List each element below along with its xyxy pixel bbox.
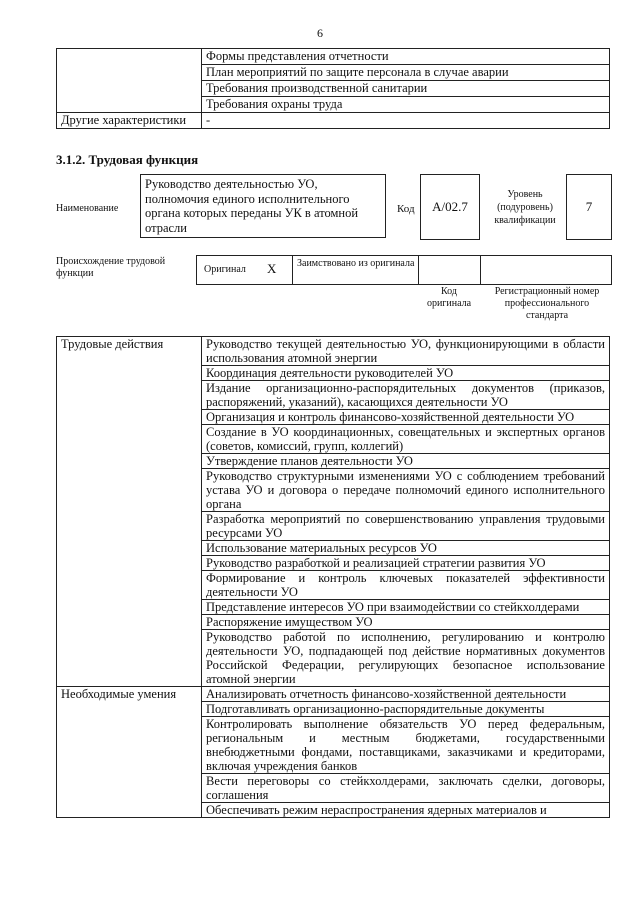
skill-group-label: Необходимые умения: [57, 687, 202, 818]
table-cell-right: Формы представления отчетности: [202, 49, 610, 65]
table-row: [57, 81, 610, 97]
labor-action-text: Организация и контроль финансово-хозяйственной деятельности УО: [206, 410, 575, 424]
skill-text: Анализировать отчетность финансово-хозяйственной деятельности: [206, 687, 567, 701]
level-box: [566, 174, 612, 240]
table-cell-right: Требования охраны труда: [202, 97, 610, 113]
table-row: [57, 337, 610, 366]
labor-action-cell: [202, 337, 610, 366]
labor-action-cell: [202, 410, 610, 425]
labor-action-cell: [202, 571, 610, 600]
level-label: Уровень (подуровень) квалификации: [494, 189, 556, 226]
labor-action-text: Разработка мероприятий по совершенствованию управления трудовыми ресурсами УО: [206, 512, 605, 540]
top-table: [56, 48, 610, 129]
skill-text: Контролировать выполнение обязательств УО перед федеральным, региональным и местным бюджетами, государственными внебюджетными фондами, поставщиками, заказчиками и кредиторами, включая учреждения банков: [206, 717, 605, 773]
labor-action-cell: [202, 615, 610, 630]
reg-number-label: Регистрационный номер профессионального стандарта: [494, 286, 600, 321]
table-row: [57, 97, 610, 113]
labor-action-text: Руководство структурными изменениями УО с соблюдением требований устава УО и договора о передаче полномочий единого исполнительного органа: [206, 469, 605, 511]
table-cell-left: [57, 65, 202, 81]
code-original-label: Код оригинала: [426, 286, 472, 309]
function-name-box: [140, 174, 386, 238]
name-label: Наименование: [56, 203, 119, 214]
skill-cell: [202, 774, 610, 803]
labor-action-text: Распоряжение имуществом УО: [206, 615, 373, 629]
labor-action-cell: [202, 425, 610, 454]
divider: [480, 255, 481, 284]
table-cell-right: План мероприятий по защите персонала в случае аварии: [202, 65, 610, 81]
labor-action-cell: [202, 366, 610, 381]
origin-label: Происхождение трудовой функции: [56, 256, 166, 279]
labor-action-text: Представление интересов УО при взаимодействии со стейкхолдерами: [206, 600, 580, 614]
table-cell-left: [57, 49, 202, 65]
skill-cell: [202, 687, 610, 702]
page-number: 6: [317, 26, 323, 40]
divider: [292, 255, 293, 284]
skill-cell: [202, 702, 610, 717]
labor-action-text: Утверждение планов деятельности УО: [206, 454, 413, 468]
table-row: [57, 65, 610, 81]
code-box: [420, 174, 480, 240]
function-name: Руководство деятельностью УО, полномочия единого исполнительного органа которых переданы УК в атомной отрасли: [145, 177, 359, 235]
labor-action-cell: [202, 512, 610, 541]
labor-action-text: Использование материальных ресурсов УО: [206, 541, 437, 555]
labor-action-group-label: Трудовые действия: [57, 337, 202, 687]
skill-text: Обеспечивать режим нераспространения ядерных материалов и: [206, 803, 547, 817]
table-row: [57, 687, 610, 702]
labor-action-text: Формирование и контроль ключевых показателей эффективности деятельности УО: [206, 571, 605, 599]
labor-action-cell: [202, 454, 610, 469]
labor-action-text: Издание организационно-распорядительных документов (приказов, распоряжений, указаний), касающихся деятельности УО: [206, 381, 605, 409]
section-title: 3.1.2. Трудовая функция: [56, 152, 199, 167]
labor-action-text: Руководство работой по исполнению, регулированию и контролю деятельности УО, подпадающей под действие нормативных документов Российской Федерации, регулирующих безопасное использование атомной энергии: [206, 630, 605, 686]
table-row: [57, 49, 610, 65]
code-label: Код: [397, 203, 415, 215]
table-cell-right: Требования производственной санитарии: [202, 81, 610, 97]
table-cell-left: Другие характеристики: [57, 113, 202, 129]
skill-cell: [202, 717, 610, 774]
table-cell-right: -: [202, 113, 610, 129]
code-value: A/02.7: [432, 199, 468, 214]
divider: [418, 255, 419, 284]
labor-action-text: Руководство текущей деятельностью УО, функционирующими в области использования атомной энергии: [206, 337, 605, 365]
skill-text: Подготавливать организационно-распорядительные документы: [206, 702, 545, 716]
skill-cell: [202, 803, 610, 818]
labor-action-text: Руководство разработкой и реализацией стратегии развития УО: [206, 556, 546, 570]
skill-text: Вести переговоры со стейкхолдерами, заключать сделки, договоры, соглашения: [206, 774, 605, 802]
labor-action-cell: [202, 556, 610, 571]
main-table: [56, 336, 610, 818]
labor-action-text: Создание в УО координационных, совещательных и экспертных органов (советов, комиссий, групп, коллегий): [206, 425, 605, 453]
original-mark: X: [267, 261, 277, 276]
table-row: [57, 113, 610, 129]
original-label: Оригинал: [204, 264, 246, 275]
labor-action-cell: [202, 541, 610, 556]
level-value: 7: [585, 199, 593, 214]
labor-action-text: Координация деятельности руководителей УО: [206, 366, 454, 380]
labor-action-cell: [202, 381, 610, 410]
borrowed-label: Заимствовано из оригинала: [297, 258, 415, 269]
labor-action-cell: [202, 600, 610, 615]
table-cell-left: [57, 97, 202, 113]
labor-action-cell: [202, 469, 610, 512]
labor-action-cell: [202, 630, 610, 687]
table-cell-left: [57, 81, 202, 97]
